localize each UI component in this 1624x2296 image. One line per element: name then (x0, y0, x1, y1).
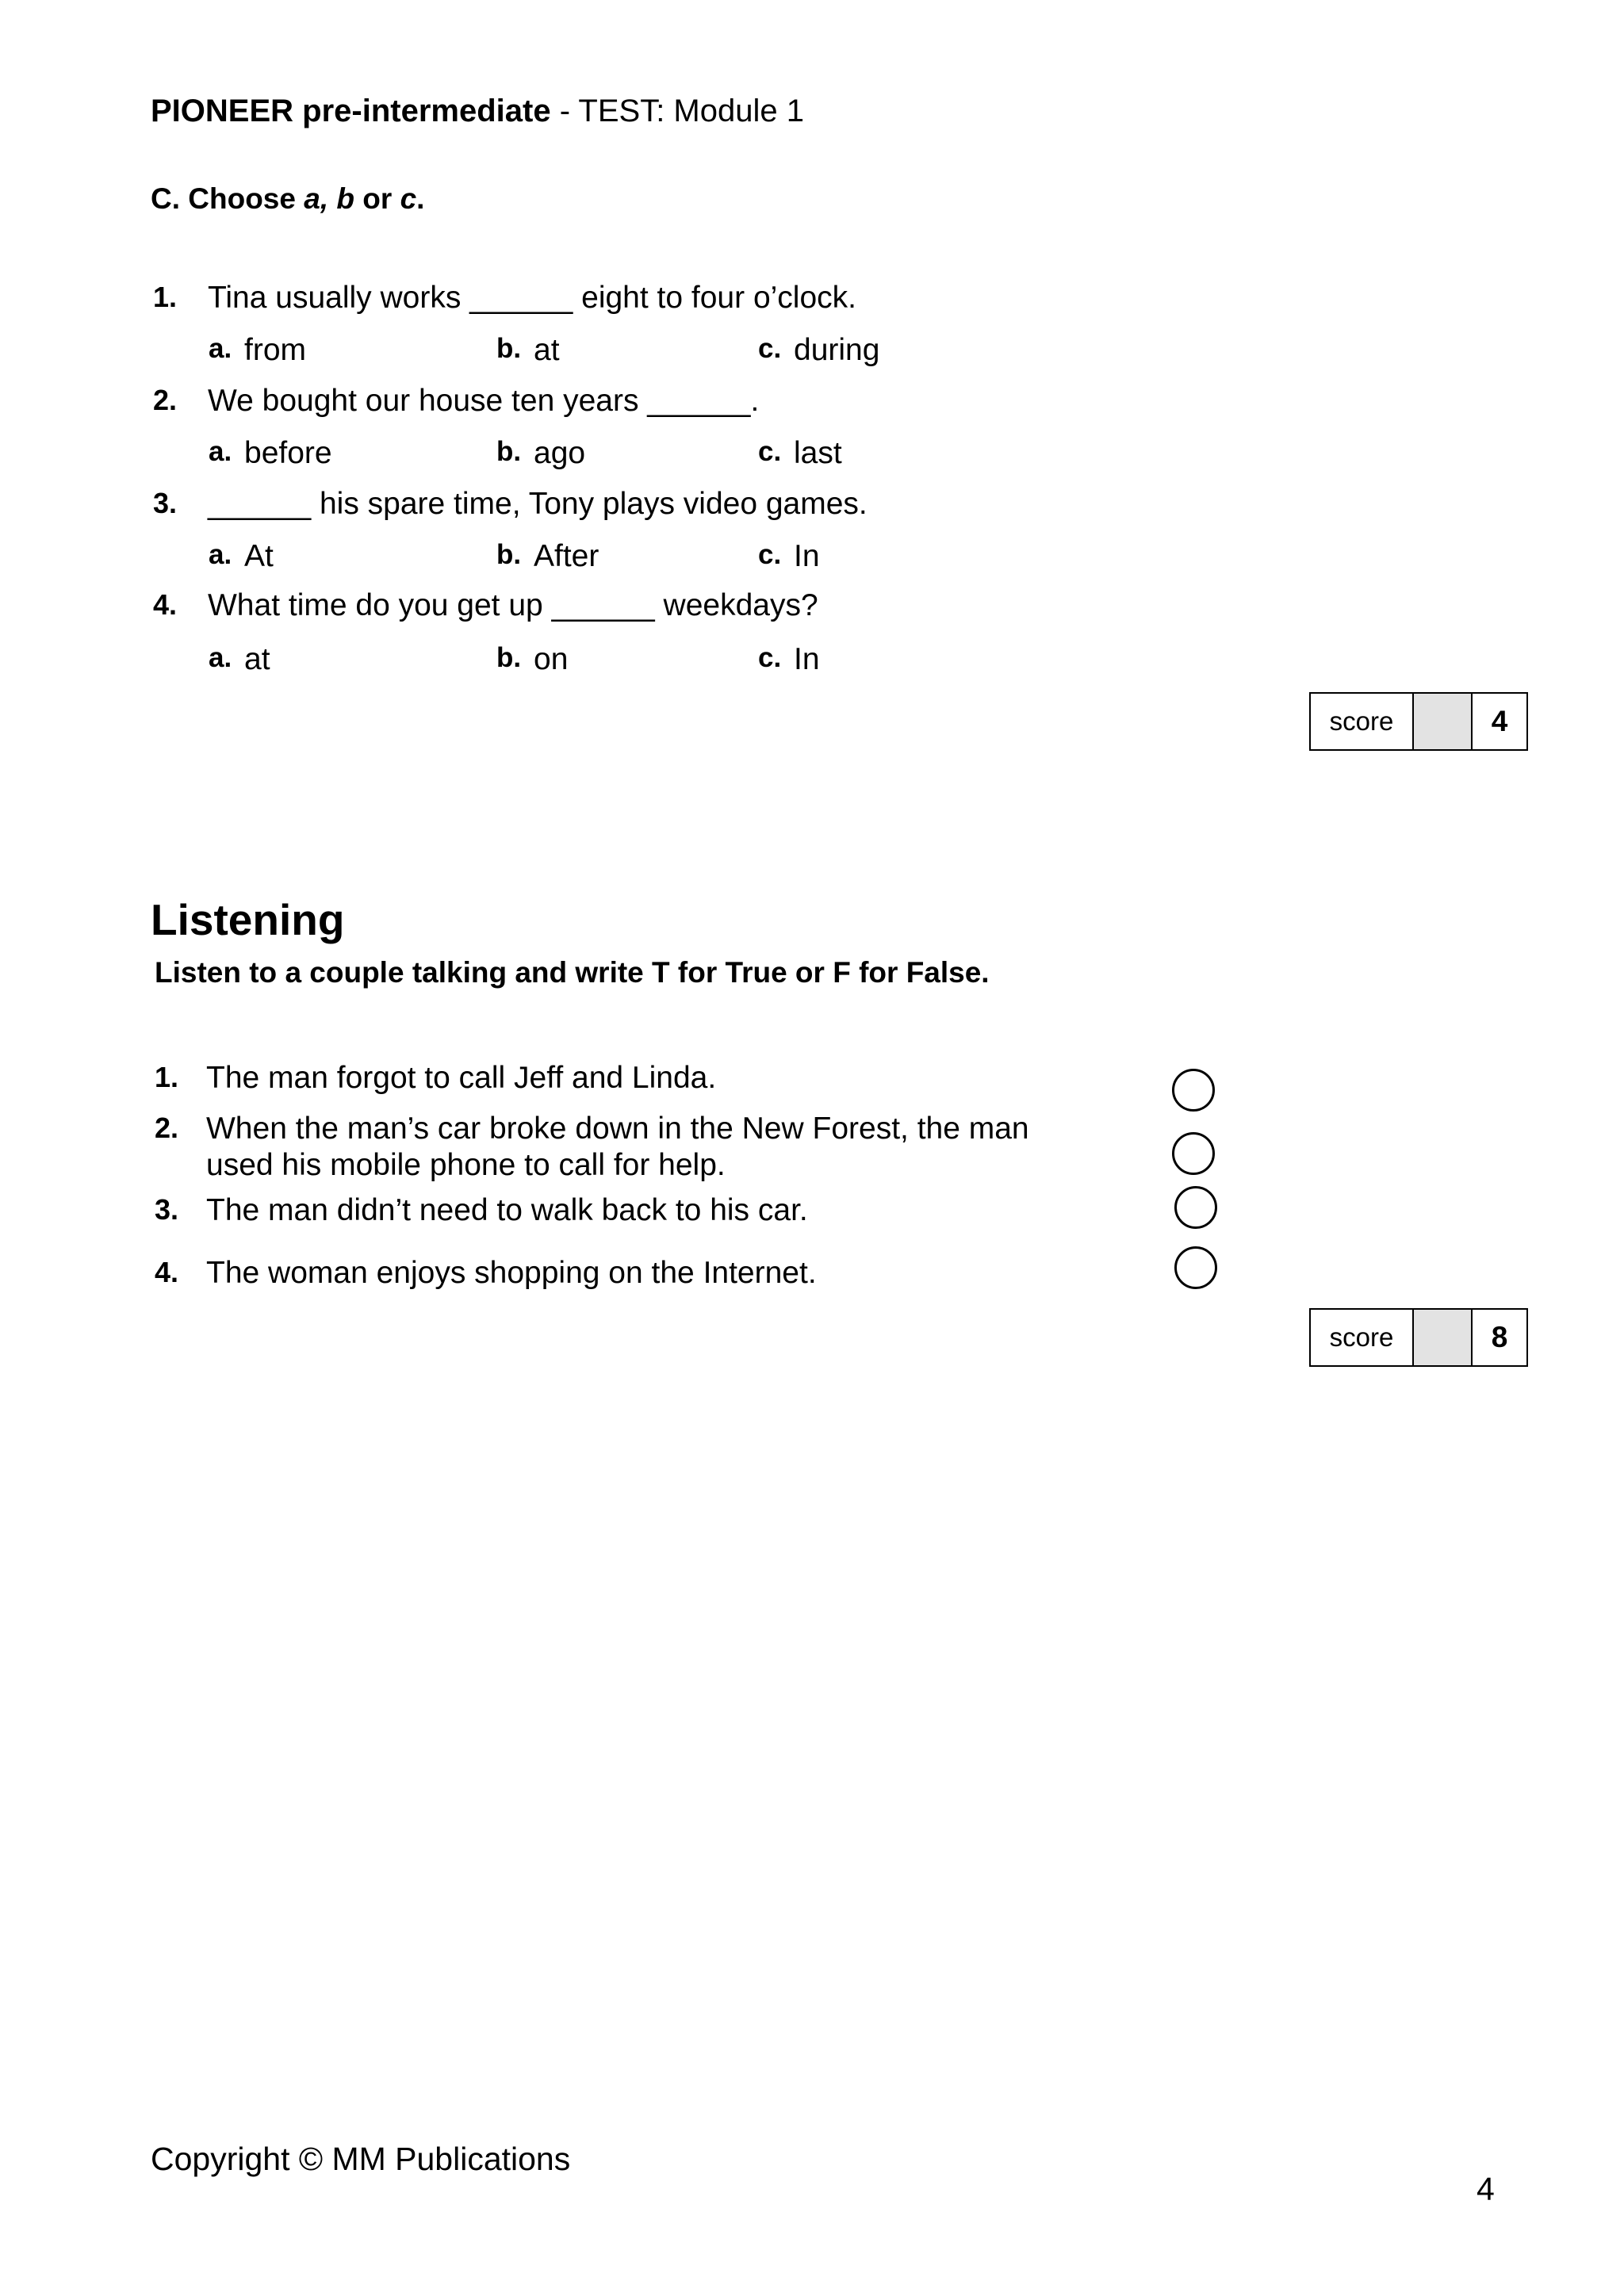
listening-item-number: 4. (155, 1256, 179, 1288)
option-text[interactable]: ago (534, 436, 586, 470)
listening-title: Listening (151, 895, 345, 944)
page-number: 4 (1477, 2171, 1495, 2207)
option-text[interactable]: at (244, 642, 270, 676)
listening-item-text: When the man’s car broke down in the New Forest, the man (206, 1112, 1029, 1146)
option-text[interactable]: from (244, 333, 306, 367)
score-box (1309, 1308, 1528, 1367)
option-text[interactable]: After (534, 539, 599, 573)
answer-circle[interactable] (1172, 1069, 1215, 1112)
option-letter: c. (758, 436, 782, 467)
option-text[interactable]: during (794, 333, 880, 367)
listening-item-text: The woman enjoys shopping on the Internet. (206, 1256, 817, 1290)
listening-item-text: The man didn’t need to walk back to his car. (206, 1193, 808, 1227)
option-letter: c. (758, 539, 782, 570)
instr-period: . (416, 182, 425, 215)
listening-item-number: 3. (155, 1193, 179, 1226)
option-text[interactable]: In (794, 642, 820, 676)
page-header (151, 94, 804, 129)
question-text: We bought our house ten years ______. (208, 384, 760, 418)
option-text[interactable]: on (534, 642, 569, 676)
option-letter: b. (496, 436, 522, 467)
option-letter: b. (496, 539, 522, 570)
option-text[interactable]: In (794, 539, 820, 573)
header-test-title: - TEST: Module 1 (550, 94, 804, 128)
option-letter: b. (496, 333, 522, 364)
instr-label: C. Choose (151, 182, 304, 215)
listening-item-number: 2. (155, 1112, 179, 1144)
section-c-instruction (151, 182, 424, 216)
score-input-cell[interactable] (1414, 1310, 1473, 1365)
option-letter: a. (209, 333, 232, 364)
option-text[interactable]: at (534, 333, 560, 367)
answer-circle[interactable] (1172, 1132, 1215, 1175)
instr-a: a, (304, 182, 329, 215)
header-brand: PIONEER pre-intermediate (151, 94, 551, 128)
question-number: 4. (153, 588, 178, 621)
instr-c: c (400, 182, 417, 215)
listening-item-text-cont: used his mobile phone to call for help. (206, 1148, 726, 1182)
score-max: 8 (1491, 1321, 1508, 1353)
option-letter: c. (758, 642, 782, 673)
option-letter: a. (209, 642, 232, 673)
score-box (1309, 692, 1528, 751)
score-label: score (1311, 1310, 1414, 1365)
option-letter: b. (496, 642, 522, 673)
option-letter: a. (209, 436, 232, 467)
question-number: 3. (153, 487, 178, 519)
question-number: 2. (153, 384, 178, 416)
score-label: score (1311, 694, 1414, 749)
instr-b: b (336, 182, 354, 215)
option-letter: a. (209, 539, 232, 570)
option-text[interactable]: At (244, 539, 274, 573)
option-letter: c. (758, 333, 782, 364)
listening-instruction: Listen to a couple talking and write T for True or F for False. (155, 956, 990, 989)
option-text[interactable]: before (244, 436, 332, 470)
listening-item-text: The man forgot to call Jeff and Linda. (206, 1061, 717, 1095)
instr-or: or (354, 182, 400, 215)
question-number: 1. (153, 281, 178, 313)
option-text[interactable]: last (794, 436, 842, 470)
score-input-cell[interactable] (1414, 694, 1473, 749)
question-text: What time do you get up ______ weekdays? (208, 588, 818, 622)
score-max: 4 (1491, 705, 1508, 737)
answer-circle[interactable] (1174, 1246, 1217, 1289)
question-text: ______ his spare time, Tony plays video games. (208, 487, 868, 521)
question-text: Tina usually works ______ eight to four o’clock. (208, 281, 856, 315)
copyright: Copyright © MM Publications (151, 2141, 571, 2177)
listening-item-number: 1. (155, 1061, 179, 1093)
answer-circle[interactable] (1174, 1186, 1217, 1229)
